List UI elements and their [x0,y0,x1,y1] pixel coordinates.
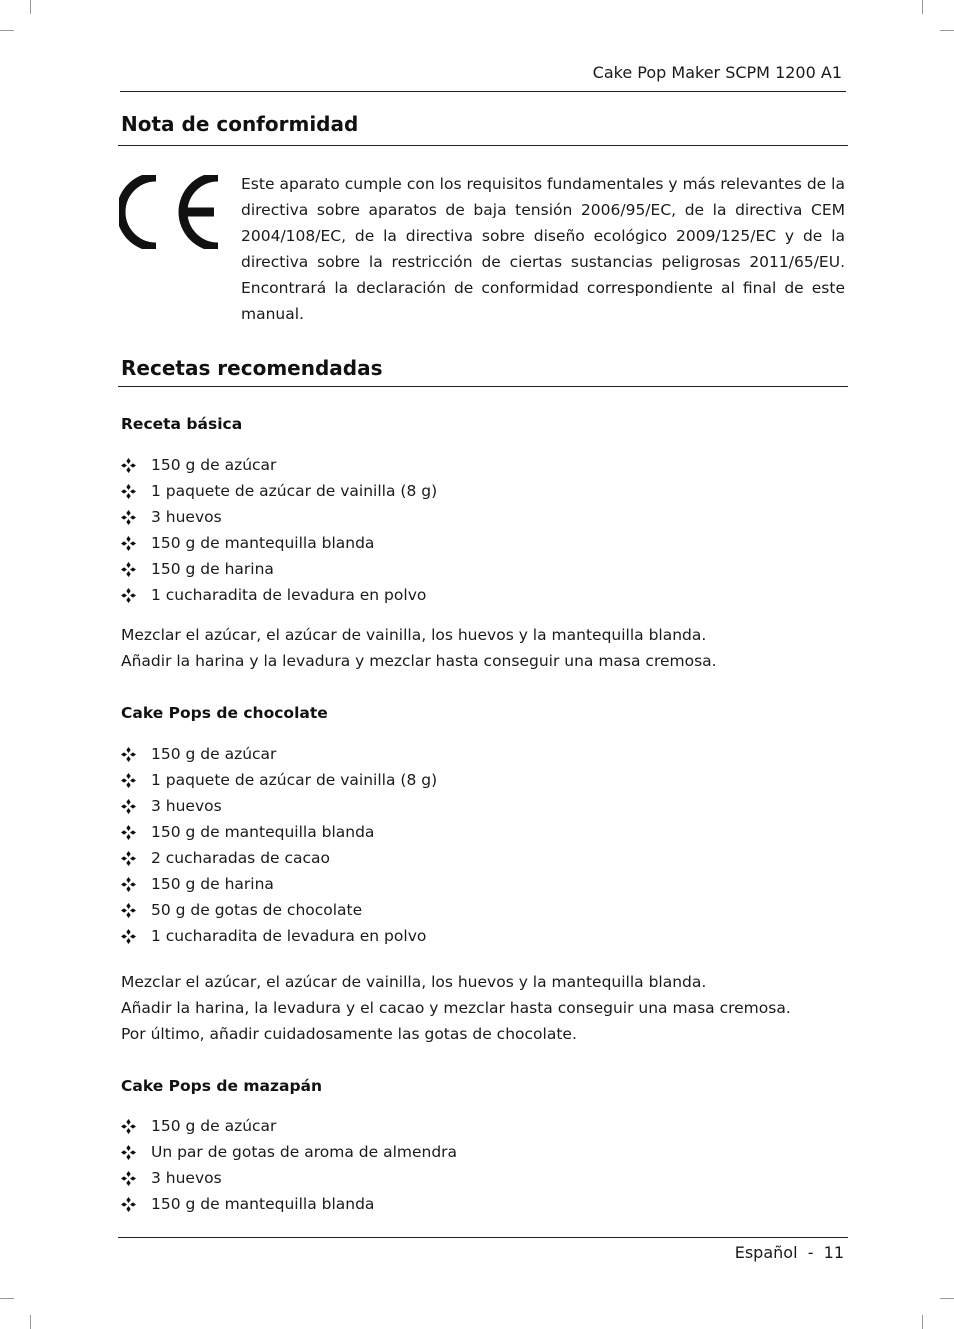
ingredient-text: 150 g de azúcar [151,456,277,474]
conformity-line: manual. [241,305,304,323]
recipe-step: Añadir la harina y la levadura y mezclar hasta conseguir una masa cremosa. [121,652,717,670]
conformity-line: directiva sobre aparatos de baja tensión 2006/95/EC, de la directiva CEM [241,201,845,219]
recipe-step: Por último, añadir cuidadosamente las gotas de chocolate. [121,1025,577,1043]
recipe-title-marzipan: Cake Pops de mazapán [121,1077,323,1095]
recipe-steps-basic [121,622,717,674]
crop-mark [922,1315,923,1329]
ingredient-text: 2 cucharadas de cacao [151,849,331,867]
diamond-bullet-icon [121,825,136,840]
ingredient-text: 3 huevos [151,508,222,526]
conformity-line: 2004/108/EC, de la directiva sobre diseño ecológico 2009/125/EC y de la [241,227,845,245]
diamond-bullet-icon [121,1119,136,1134]
ingredient-text: 1 cucharadita de levadura en polvo [151,927,427,945]
ingredient-text: 1 cucharadita de levadura en polvo [151,586,427,604]
page-number: Español - 11 [734,1243,844,1262]
diamond-bullet-icon [121,929,136,944]
diamond-bullet-icon [121,1145,136,1160]
header-divider [120,91,846,92]
diamond-bullet-icon [121,851,136,866]
recipe-steps-chocolate [121,969,791,1047]
diamond-bullet-icon [121,903,136,918]
crop-mark [940,1298,954,1299]
crop-mark [922,0,923,14]
diamond-bullet-icon [121,877,136,892]
diamond-bullet-icon [121,536,136,551]
ingredient-text: 150 g de harina [151,875,274,893]
diamond-bullet-icon [121,747,136,762]
recipes-heading-rule [118,386,848,387]
ingredient-text: 1 paquete de azúcar de vainilla (8 g) [151,482,438,500]
conformity-line: Encontrará la declaración de conformidad correspondiente al final de este [241,279,845,297]
ingredient-text: 3 huevos [151,797,222,815]
ingredient-text: 150 g de mantequilla blanda [151,534,375,552]
diamond-bullet-icon [121,510,136,525]
diamond-bullet-icon [121,1197,136,1212]
recipes-heading: Recetas recomendadas [121,356,383,380]
crop-mark [30,1315,31,1329]
ingredient-text: 1 paquete de azúcar de vainilla (8 g) [151,771,438,789]
diamond-bullet-icon [121,458,136,473]
page-header-title: Cake Pop Maker SCPM 1200 A1 [592,63,842,82]
ingredient-text: 50 g de gotas de chocolate [151,901,363,919]
crop-mark [0,1298,14,1299]
diamond-bullet-icon [121,484,136,499]
conformity-heading-rule [118,145,848,146]
ingredient-text: 150 g de azúcar [151,1117,277,1135]
ce-mark-icon [119,175,221,249]
ingredient-text: Un par de gotas de aroma de almendra [151,1143,458,1161]
recipe-step: Mezclar el azúcar, el azúcar de vainilla, los huevos y la mantequilla blanda. [121,626,707,644]
diamond-bullet-icon [121,588,136,603]
footer-divider [118,1237,848,1238]
ingredient-text: 150 g de harina [151,560,274,578]
crop-mark [0,30,14,31]
conformity-line: Este aparato cumple con los requisitos fundamentales y más relevantes de la [241,175,845,193]
diamond-bullet-icon [121,1171,136,1186]
crop-mark [940,30,954,31]
recipe-title-basic: Receta básica [121,415,243,433]
diamond-bullet-icon [121,773,136,788]
conformity-heading: Nota de conformidad [121,112,359,136]
conformity-line: directiva sobre la restricción de ciertas sustancias peligrosas 2011/65/EU. [241,253,845,271]
conformity-text [241,171,845,327]
recipe-step: Añadir la harina, la levadura y el cacao y mezclar hasta conseguir una masa cremosa. [121,999,791,1017]
crop-mark [30,0,31,14]
diamond-bullet-icon [121,799,136,814]
diamond-bullet-icon [121,562,136,577]
recipe-title-chocolate: Cake Pops de chocolate [121,704,328,722]
recipe-step: Mezclar el azúcar, el azúcar de vainilla, los huevos y la mantequilla blanda. [121,973,707,991]
ingredient-text: 150 g de mantequilla blanda [151,1195,375,1213]
ingredient-text: 150 g de azúcar [151,745,277,763]
ingredient-text: 3 huevos [151,1169,222,1187]
ingredient-text: 150 g de mantequilla blanda [151,823,375,841]
